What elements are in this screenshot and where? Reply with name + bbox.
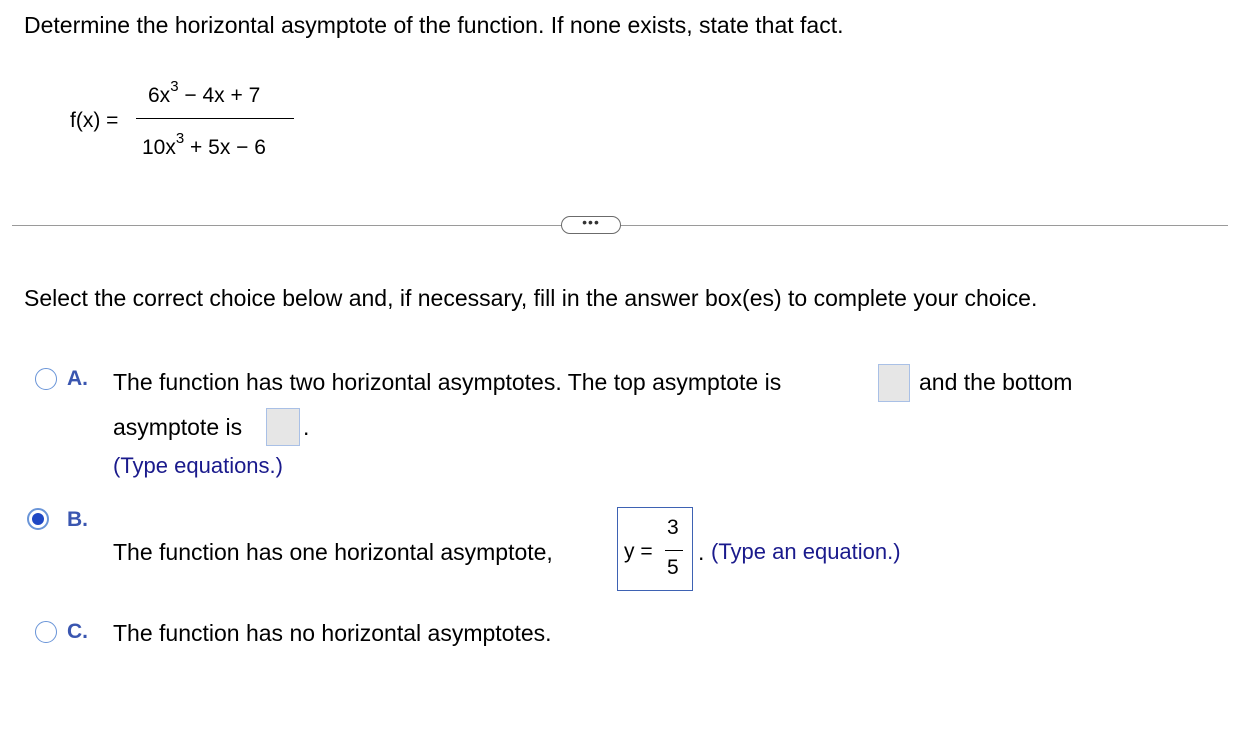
instruction-text: Select the correct choice below and, if necessary, fill in the answer box(es) to complete your choice.	[24, 285, 1038, 311]
function-denominator	[142, 130, 266, 160]
option-a-bottom-asymptote-input[interactable]	[266, 408, 300, 446]
option-a-text-line1-end: and the bottom	[919, 369, 1073, 395]
option-a-text-line1: The function has two horizontal asymptotes. The top asymptote is	[113, 369, 782, 395]
option-b-letter: B.	[67, 508, 88, 531]
function-fraction	[136, 80, 294, 170]
denominator-leading-term: 10x	[142, 136, 176, 159]
numerator-remaining-terms: − 4x + 7	[184, 84, 261, 107]
fraction-bar	[136, 118, 294, 119]
option-b-radio[interactable]	[27, 508, 49, 530]
numerator-exponent: 3	[170, 78, 179, 95]
option-a-letter: A.	[67, 367, 88, 390]
radio-selected-dot	[32, 513, 44, 525]
more-options-button[interactable]	[561, 216, 621, 234]
function-numerator	[148, 78, 261, 108]
option-b-period: .	[698, 539, 705, 565]
answer-numerator: 3	[667, 516, 679, 539]
numerator-leading-term: 6x	[148, 84, 171, 107]
option-a-radio[interactable]	[35, 368, 57, 390]
option-c-text: The function has no horizontal asymptotes.	[113, 620, 552, 646]
option-a-text-line2: asymptote is	[113, 414, 243, 440]
ellipsis-icon: •••	[582, 214, 600, 230]
answer-fraction-bar	[665, 550, 683, 551]
question-text: Determine the horizontal asymptote of the function. If none exists, state that fact.	[24, 12, 844, 38]
option-b-hint: (Type an equation.)	[711, 539, 901, 564]
denominator-exponent: 3	[175, 130, 185, 147]
answer-prefix: y =	[624, 540, 653, 563]
option-b-answer-box[interactable]	[617, 507, 693, 591]
option-c-radio[interactable]	[35, 621, 57, 643]
function-label: f(x) =	[70, 109, 119, 132]
option-a-top-asymptote-input[interactable]	[878, 364, 910, 402]
denominator-remaining-terms: + 5x − 6	[190, 136, 266, 159]
option-c-letter: C.	[67, 620, 88, 643]
answer-denominator: 5	[667, 556, 679, 579]
option-a-period: .	[303, 414, 310, 440]
option-b-text: The function has one horizontal asymptote,	[113, 539, 553, 565]
option-a-hint: (Type equations.)	[113, 453, 283, 478]
